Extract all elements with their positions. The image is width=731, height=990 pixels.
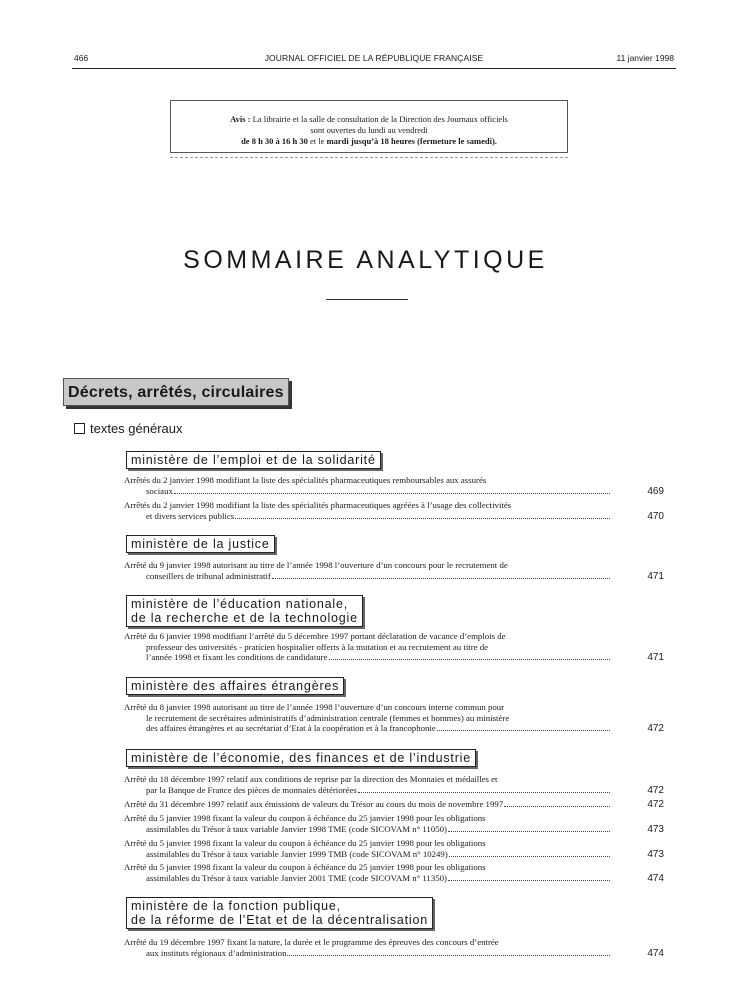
entry-text-end: conseillers de tribunal administratif [146, 570, 271, 581]
notice-line-2: sont ouvertes du lundi au vendredi [310, 125, 428, 135]
toc-entry[interactable] [124, 560, 664, 582]
entry-text-end: Arrêté du 31 décembre 1997 relatif aux émissions de valeurs du Trésor au cours du mois de novembre 1997 [124, 799, 504, 809]
checkbox-bullet-icon [74, 423, 85, 434]
entry-page-number[interactable]: 472 [647, 723, 664, 734]
ministry-heading [126, 897, 433, 929]
ministry-name: ministère de l’économie, des finances et de l’industrie [131, 751, 471, 765]
ministry-heading [126, 749, 476, 767]
dot-leader [174, 493, 610, 494]
ministry-name: ministère des affaires étrangères [131, 679, 340, 693]
entry-page-number[interactable]: 473 [647, 848, 664, 860]
dot-leader [449, 856, 610, 857]
dot-leader [287, 955, 610, 956]
subsection-heading [74, 421, 183, 436]
entry-text-end: par la Banque de France des pièces de monnaies détériorées [146, 784, 357, 795]
notice-connector: et le [310, 136, 325, 146]
entry-page-number[interactable]: 471 [647, 570, 664, 582]
header-divider [72, 68, 676, 69]
notice-box [170, 100, 568, 153]
entry-text-end: assimilables du Trésor à taux variable Janvier 2001 TME (code SICOVAM n° 11350) [146, 872, 447, 883]
entry-text-continued: le recrutement de secrétaires administratifs d’administration centrale (femmes et hommes) au ministère [146, 712, 510, 723]
page-header [74, 53, 674, 67]
ministry-name-line-2: de la réforme de l’Etat et de la décentralisation [131, 913, 428, 927]
page-number: 466 [74, 53, 89, 63]
entry-text: Arrêté du 9 janvier 1998 autorisant au titre de l’année 1998 l’ouverture d’un concours pour le recrutement de [124, 560, 508, 570]
entry-text: Arrêtés du 2 janvier 1998 modifiant la liste des spécialités pharmaceutiques agréées à l’usage des collectivités [124, 500, 512, 510]
category-banner [63, 378, 289, 406]
ministry-heading [126, 677, 344, 695]
entry-text-end: assimilables du Trésor à taux variable Janvier 1999 TMB (code SICOVAM n° 10249) [146, 848, 448, 859]
ministry-name: ministère de l’éducation nationale, [131, 597, 349, 611]
dot-leader [329, 659, 611, 660]
dot-leader [448, 880, 610, 881]
ministry-name: ministère de la justice [131, 537, 270, 551]
notice-line-1 [171, 114, 567, 125]
entry-page-number[interactable]: 474 [647, 872, 664, 884]
toc-entry[interactable] [124, 631, 664, 664]
notice-divider [170, 157, 568, 158]
toc-entry[interactable] [124, 702, 664, 735]
notice-hours: de 8 h 30 à 16 h 30 [241, 136, 308, 146]
entry-text-end: des affaires étrangères et au secrétariat d’Etat à la coopération et à la francophonie [146, 723, 436, 733]
entry-text: Arrêté du 19 décembre 1997 fixant la nature, la durée et le programme des épreuves des concours d’entrée [124, 937, 499, 947]
entry-text-end: assimilables du Trésor à taux variable Janvier 1998 TME (code SICOVAM n° 11050) [146, 823, 447, 834]
entry-text: Arrêté du 6 janvier 1998 modifiant l’arrêté du 5 décembre 1997 portant déclaration de vacance d’emplois de [124, 631, 506, 641]
entry-text-end: sociaux [146, 485, 173, 496]
toc-entry[interactable] [124, 774, 664, 796]
entry-page-number[interactable]: 469 [647, 485, 664, 497]
page-title: SOMMAIRE ANALYTIQUE [183, 246, 548, 274]
toc-entry[interactable] [124, 937, 664, 959]
subsection-label: textes généraux [90, 421, 183, 436]
ministry-name-line-2: de la recherche et de la technologie [131, 611, 358, 625]
entry-text: Arrêté du 5 janvier 1998 fixant la valeur du coupon à échéance du 25 janvier 1998 pour les obligations [124, 838, 486, 848]
entry-page-number[interactable]: 473 [647, 823, 664, 835]
entry-text: Arrêté du 5 janvier 1998 fixant la valeur du coupon à échéance du 25 janvier 1998 pour les obligations [124, 862, 486, 872]
dot-leader [272, 578, 610, 579]
ministry-heading [126, 595, 363, 627]
ministry-heading [126, 451, 381, 469]
entry-page-number[interactable]: 472 [647, 784, 664, 796]
entry-page-number[interactable]: 471 [647, 652, 664, 663]
dot-leader [448, 831, 610, 832]
entry-page-number[interactable]: 470 [647, 510, 664, 522]
entry-page-number[interactable]: 472 [647, 799, 664, 810]
dot-leader [358, 792, 610, 793]
title-divider [326, 299, 408, 300]
entry-page-number[interactable]: 474 [647, 947, 664, 959]
entry-text: Arrêté du 18 décembre 1997 relatif aux conditions de reprise par la direction des Monnaies et médailles et [124, 774, 498, 784]
entry-text: Arrêté du 5 janvier 1998 fixant la valeur du coupon à échéance du 25 janvier 1998 pour les obligations [124, 813, 486, 823]
category-label: Décrets, arrêtés, circulaires [68, 384, 284, 401]
toc-entry[interactable] [124, 813, 664, 835]
issue-date: 11 janvier 1998 [616, 53, 674, 63]
ministry-heading [126, 535, 275, 553]
toc-entry[interactable] [124, 475, 664, 497]
toc-entry[interactable] [124, 799, 664, 811]
ministry-name: ministère de l’emploi et de la solidarité [131, 453, 376, 467]
notice-line-3 [171, 136, 567, 147]
entry-text-end: et divers services publics [146, 510, 235, 521]
entry-text: Arrêté du 8 janvier 1998 autorisant au titre de l’année 1998 l’ouverture d’un concours interne commun pour [124, 702, 505, 712]
entry-text-end: aux instituts régionaux d’administration [146, 947, 287, 958]
entry-text-continued: professeur des universités - praticien hospitalier offerts à la mutation et au recrutement au titre de [146, 641, 489, 652]
notice-label: Avis : [230, 114, 251, 124]
toc-entry[interactable] [124, 500, 664, 522]
entry-text: Arrêtés du 2 janvier 1998 modifiant la liste des spécialités pharmaceutiques remboursables aux assurés [124, 475, 487, 485]
notice-tuesday-hours: mardi jusqu’à 18 heures (fermeture le samedi). [326, 136, 497, 146]
toc-entry[interactable] [124, 838, 664, 860]
ministry-name: ministère de la fonction publique, [131, 899, 341, 913]
entry-text-end: l’année 1998 et fixant les conditions de candidature [146, 652, 328, 662]
dot-leader [437, 730, 610, 731]
notice-line-1-text: La librairie et la salle de consultation de la Direction des Journaux officiels [252, 114, 508, 124]
dot-leader [235, 518, 610, 519]
toc-entry[interactable] [124, 862, 664, 884]
dot-leader [504, 806, 610, 807]
journal-title: JOURNAL OFFICIEL DE LA RÉPUBLIQUE FRANÇAISE [264, 53, 484, 63]
